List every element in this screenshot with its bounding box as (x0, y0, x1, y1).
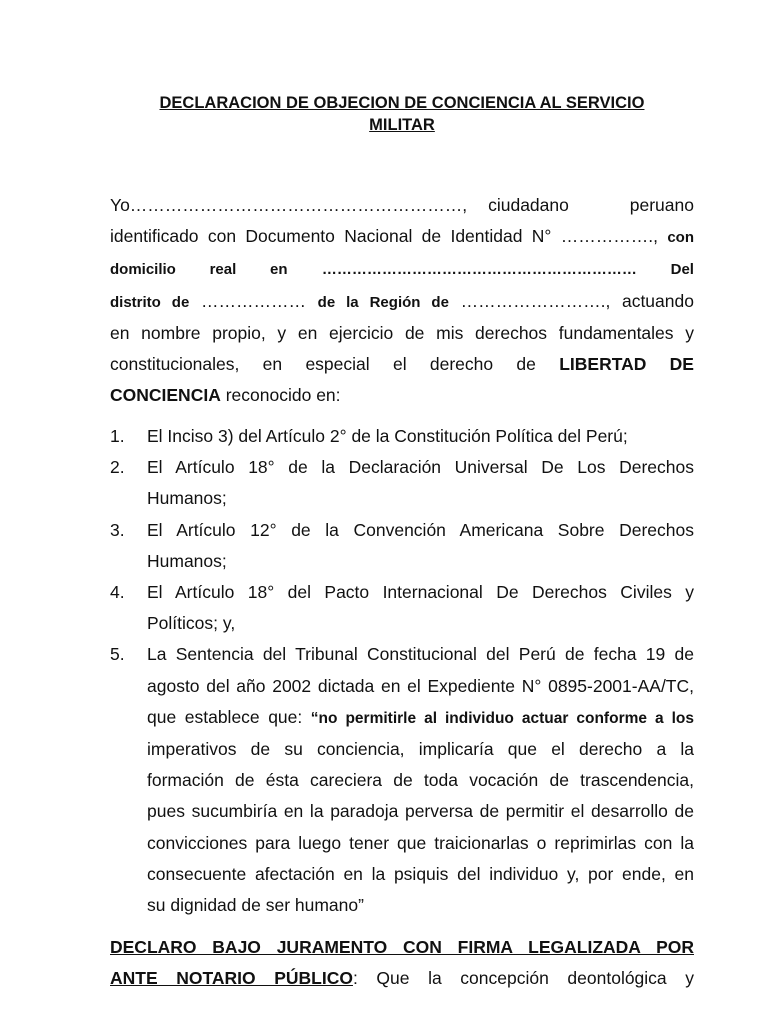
list-text: El Inciso 3) del Artículo 2° de la Constitución Política del Perú; (147, 426, 628, 446)
intro-line: distrito de ……………… de la Región de ……………………., actuando (110, 290, 694, 311)
intro-line: identificado con Documento Nacional de Identidad N° ……………., con (110, 226, 694, 247)
list-item (110, 515, 694, 577)
list-number: 5. (110, 644, 125, 665)
list-text: Políticos; y, (147, 613, 236, 634)
quote-line: consecuente afectación en la psiquis del individuo y, por ende, en (147, 863, 694, 884)
intro-paragraph (110, 190, 694, 411)
quote-line: formación de ésta careciera de toda vocación de trascendencia, (147, 770, 694, 791)
title-line-1: DECLARACION DE OBJECION DE CONCIENCIA AL SERVICIO (159, 94, 645, 112)
document-title (110, 92, 694, 136)
intro-line: constitucionales, en especial el derecho de LIBERTAD DE (110, 354, 694, 375)
quote-line: pues sucumbiría en la paradoja perversa de permitir el desarrollo de (147, 801, 694, 822)
list-number: 2. (110, 457, 125, 478)
list-item (110, 421, 694, 452)
quote-line: su dignidad de ser humano” (147, 895, 364, 916)
quote-start: que establece que: “no permitirle al individuo actuar conforme a los (147, 706, 694, 727)
list-number: 1. (110, 426, 125, 446)
list-text: El Artículo 12° de la Convención Americana Sobre Derechos (147, 519, 694, 540)
list-item (110, 577, 694, 639)
list-text: El Artículo 18° del Pacto Internacional De Derechos Civiles y (147, 582, 694, 603)
intro-line: CONCIENCIA reconocido en: (110, 385, 341, 406)
closing-line: DECLARO BAJO JURAMENTO CON FIRMA LEGALIZADA POR (110, 937, 694, 957)
list-number: 3. (110, 519, 125, 540)
closing-paragraph (110, 932, 694, 994)
quote-line: convicciones para luego tener que traicionarlas o reprimirlas con la (147, 832, 694, 853)
intro-line: Yo…………………………………………………, ciudadano peruano (110, 195, 694, 215)
list-text: La Sentencia del Tribunal Constitucional del Perú de fecha 19 de (147, 644, 694, 665)
title-line-2: MILITAR (369, 116, 435, 134)
legal-basis-list (110, 421, 694, 921)
list-text: Humanos; (147, 488, 227, 509)
list-number: 4. (110, 582, 125, 603)
list-text: agosto del año 2002 dictada en el Expediente N° 0895-2001-AA/TC, (147, 675, 694, 696)
closing-line: ANTE NOTARIO PÚBLICO: Que la concepción deontológica y (110, 968, 694, 989)
intro-line: en nombre propio, y en ejercicio de mis derechos fundamentales y (110, 322, 694, 343)
list-item (110, 452, 694, 514)
list-item (110, 639, 694, 921)
list-text: Humanos; (147, 550, 227, 571)
intro-line: domicilio real en ……………………………………………………… Del (110, 261, 694, 279)
list-text: El Artículo 18° de la Declaración Universal De Los Derechos (147, 457, 694, 478)
quote-line: imperativos de su conciencia, implicaría que el derecho a la (147, 739, 694, 760)
